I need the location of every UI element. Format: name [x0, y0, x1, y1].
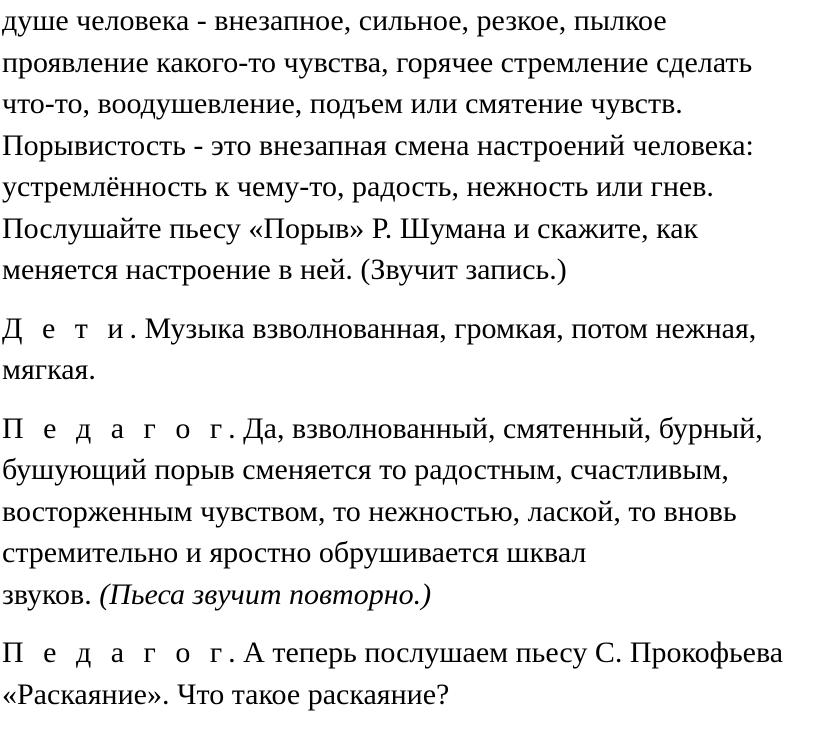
paragraph-children-reply	[2, 308, 814, 391]
text-line: Порывистость - это внезапная смена настроений человека:	[2, 128, 754, 162]
text-line	[2, 408, 814, 450]
text-segment: . А теперь послушаем пьесу С. Прокофьева	[228, 636, 784, 669]
text-line: проявление какого-то чувства, горячее стремление сделать	[2, 45, 753, 79]
text-line: восторженным чувством, то нежностью, лаской, то вновь	[2, 494, 737, 528]
text-line: меняется настроение в ней. (Звучит запись.)	[2, 253, 567, 286]
text-line: что-то, воодушевление, подъем или смятение чувств.	[2, 87, 683, 120]
text-line: Послушайте пьесу «Порыв» Р. Шумана и скажите, как	[2, 211, 699, 245]
paragraph-spacer	[2, 291, 814, 308]
paragraph-spacer	[2, 615, 814, 632]
stage-direction: (Пьеса звучит повторно.)	[99, 577, 432, 611]
text-line	[2, 574, 814, 616]
text-segment: звуков.	[2, 577, 100, 611]
text-line: бушующий порыв сменяется то радостным, счастливым,	[2, 453, 729, 486]
paragraph-definition	[2, 0, 814, 291]
text-line	[2, 308, 814, 350]
document-page	[2, 0, 814, 715]
text-line: «Раскаяние». Что такое раскаяние?	[2, 677, 450, 711]
paragraph-teacher-reply	[2, 408, 814, 616]
text-line	[2, 632, 814, 674]
text-line: стремительно и яростно обрушивается шквал	[2, 536, 587, 569]
text-line: устремлённость к чему-то, радость, нежность или гнев.	[2, 170, 714, 203]
speaker-label: П е д а г о г	[2, 411, 229, 445]
text-segment: . Музыка взволнованная, громкая, потом нежная,	[129, 311, 757, 345]
text-line: душе человека - внезапное, сильное, резкое, пылкое	[2, 4, 667, 37]
paragraph-teacher-question	[2, 632, 814, 715]
speaker-label: Д е т и	[2, 311, 130, 345]
text-line: мягкая.	[2, 353, 96, 386]
paragraph-spacer	[2, 391, 814, 408]
speaker-label: П е д а г о г	[2, 636, 229, 669]
text-segment: . Да, взволнованный, смятенный, бурный,	[228, 411, 763, 445]
